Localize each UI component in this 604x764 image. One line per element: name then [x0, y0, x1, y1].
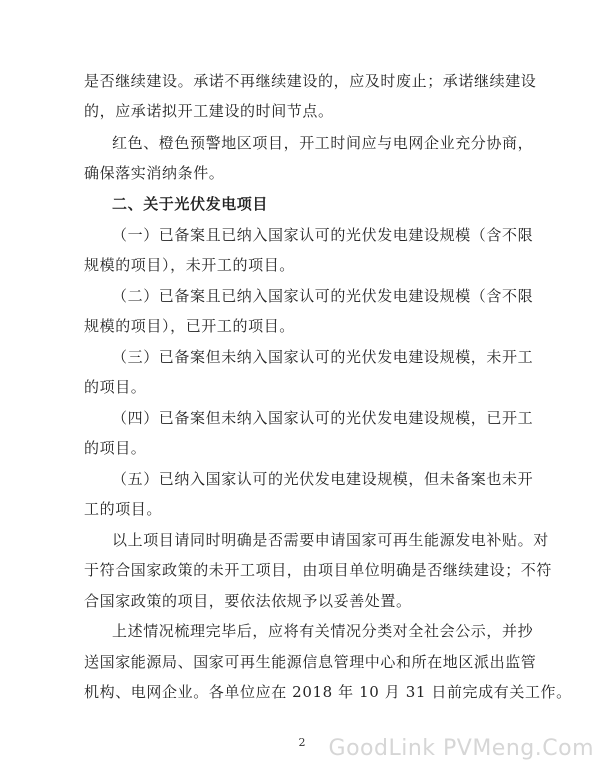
paragraph-line: 上述情况梳理完毕后，应将有关情况分类对全社会公示，并抄: [112, 622, 534, 640]
paragraph-line: 送国家能源局、国家可再生能源信息管理中心和所在地区派出监管: [84, 653, 537, 671]
paragraph-line: 于符合国家政策的未开工项目，由项目单位明确是否继续建设；不符: [84, 561, 553, 579]
section-heading: 二、关于光伏发电项目: [112, 195, 269, 213]
paragraph-line: 的项目。: [84, 439, 147, 457]
paragraph-line: 的，应承诺拟开工建设的时间节点。: [84, 102, 334, 120]
paragraph-line: 合国家政策的项目，要依法依规予以妥善处置。: [84, 592, 412, 610]
paragraph-line: 规模的项目），已开工的项目。: [84, 317, 295, 335]
paragraph-line: 规模的项目），未开工的项目。: [84, 256, 295, 274]
page-number: 2: [298, 736, 306, 749]
paragraph-line: 确保落实消纳条件。: [84, 164, 225, 182]
watermark: GoodLink PVMeng.Com: [328, 736, 594, 761]
paragraph-line: （五）已纳入国家认可的光伏发电建设规模，但未备案也未开: [112, 470, 534, 488]
paragraph-line: （三）已备案但未纳入国家认可的光伏发电建设规模，未开工: [112, 348, 534, 366]
paragraph-line: （二）已备案且已纳入国家认可的光伏发电建设规模（含不限: [112, 287, 534, 305]
paragraph-line: （一）已备案且已纳入国家认可的光伏发电建设规模（含不限: [112, 226, 534, 244]
paragraph-line: 机构、电网企业。各单位应在 2018 年 10 月 31 日前完成有关工作。: [84, 683, 572, 701]
paragraph-line: 的项目。: [84, 378, 147, 396]
paragraph-line: 是否继续建设。承诺不再继续建设的，应及时废止；承诺继续建设: [84, 72, 537, 90]
paragraph-line: 红色、橙色预警地区项目，开工时间应与电网企业充分协商，: [112, 134, 534, 152]
paragraph-line: 以上项目请同时明确是否需要申请国家可再生能源发电补贴。对: [112, 531, 549, 549]
paragraph-line: （四）已备案但未纳入国家认可的光伏发电建设规模，已开工: [112, 409, 534, 427]
paragraph-line: 工的项目。: [84, 500, 163, 518]
